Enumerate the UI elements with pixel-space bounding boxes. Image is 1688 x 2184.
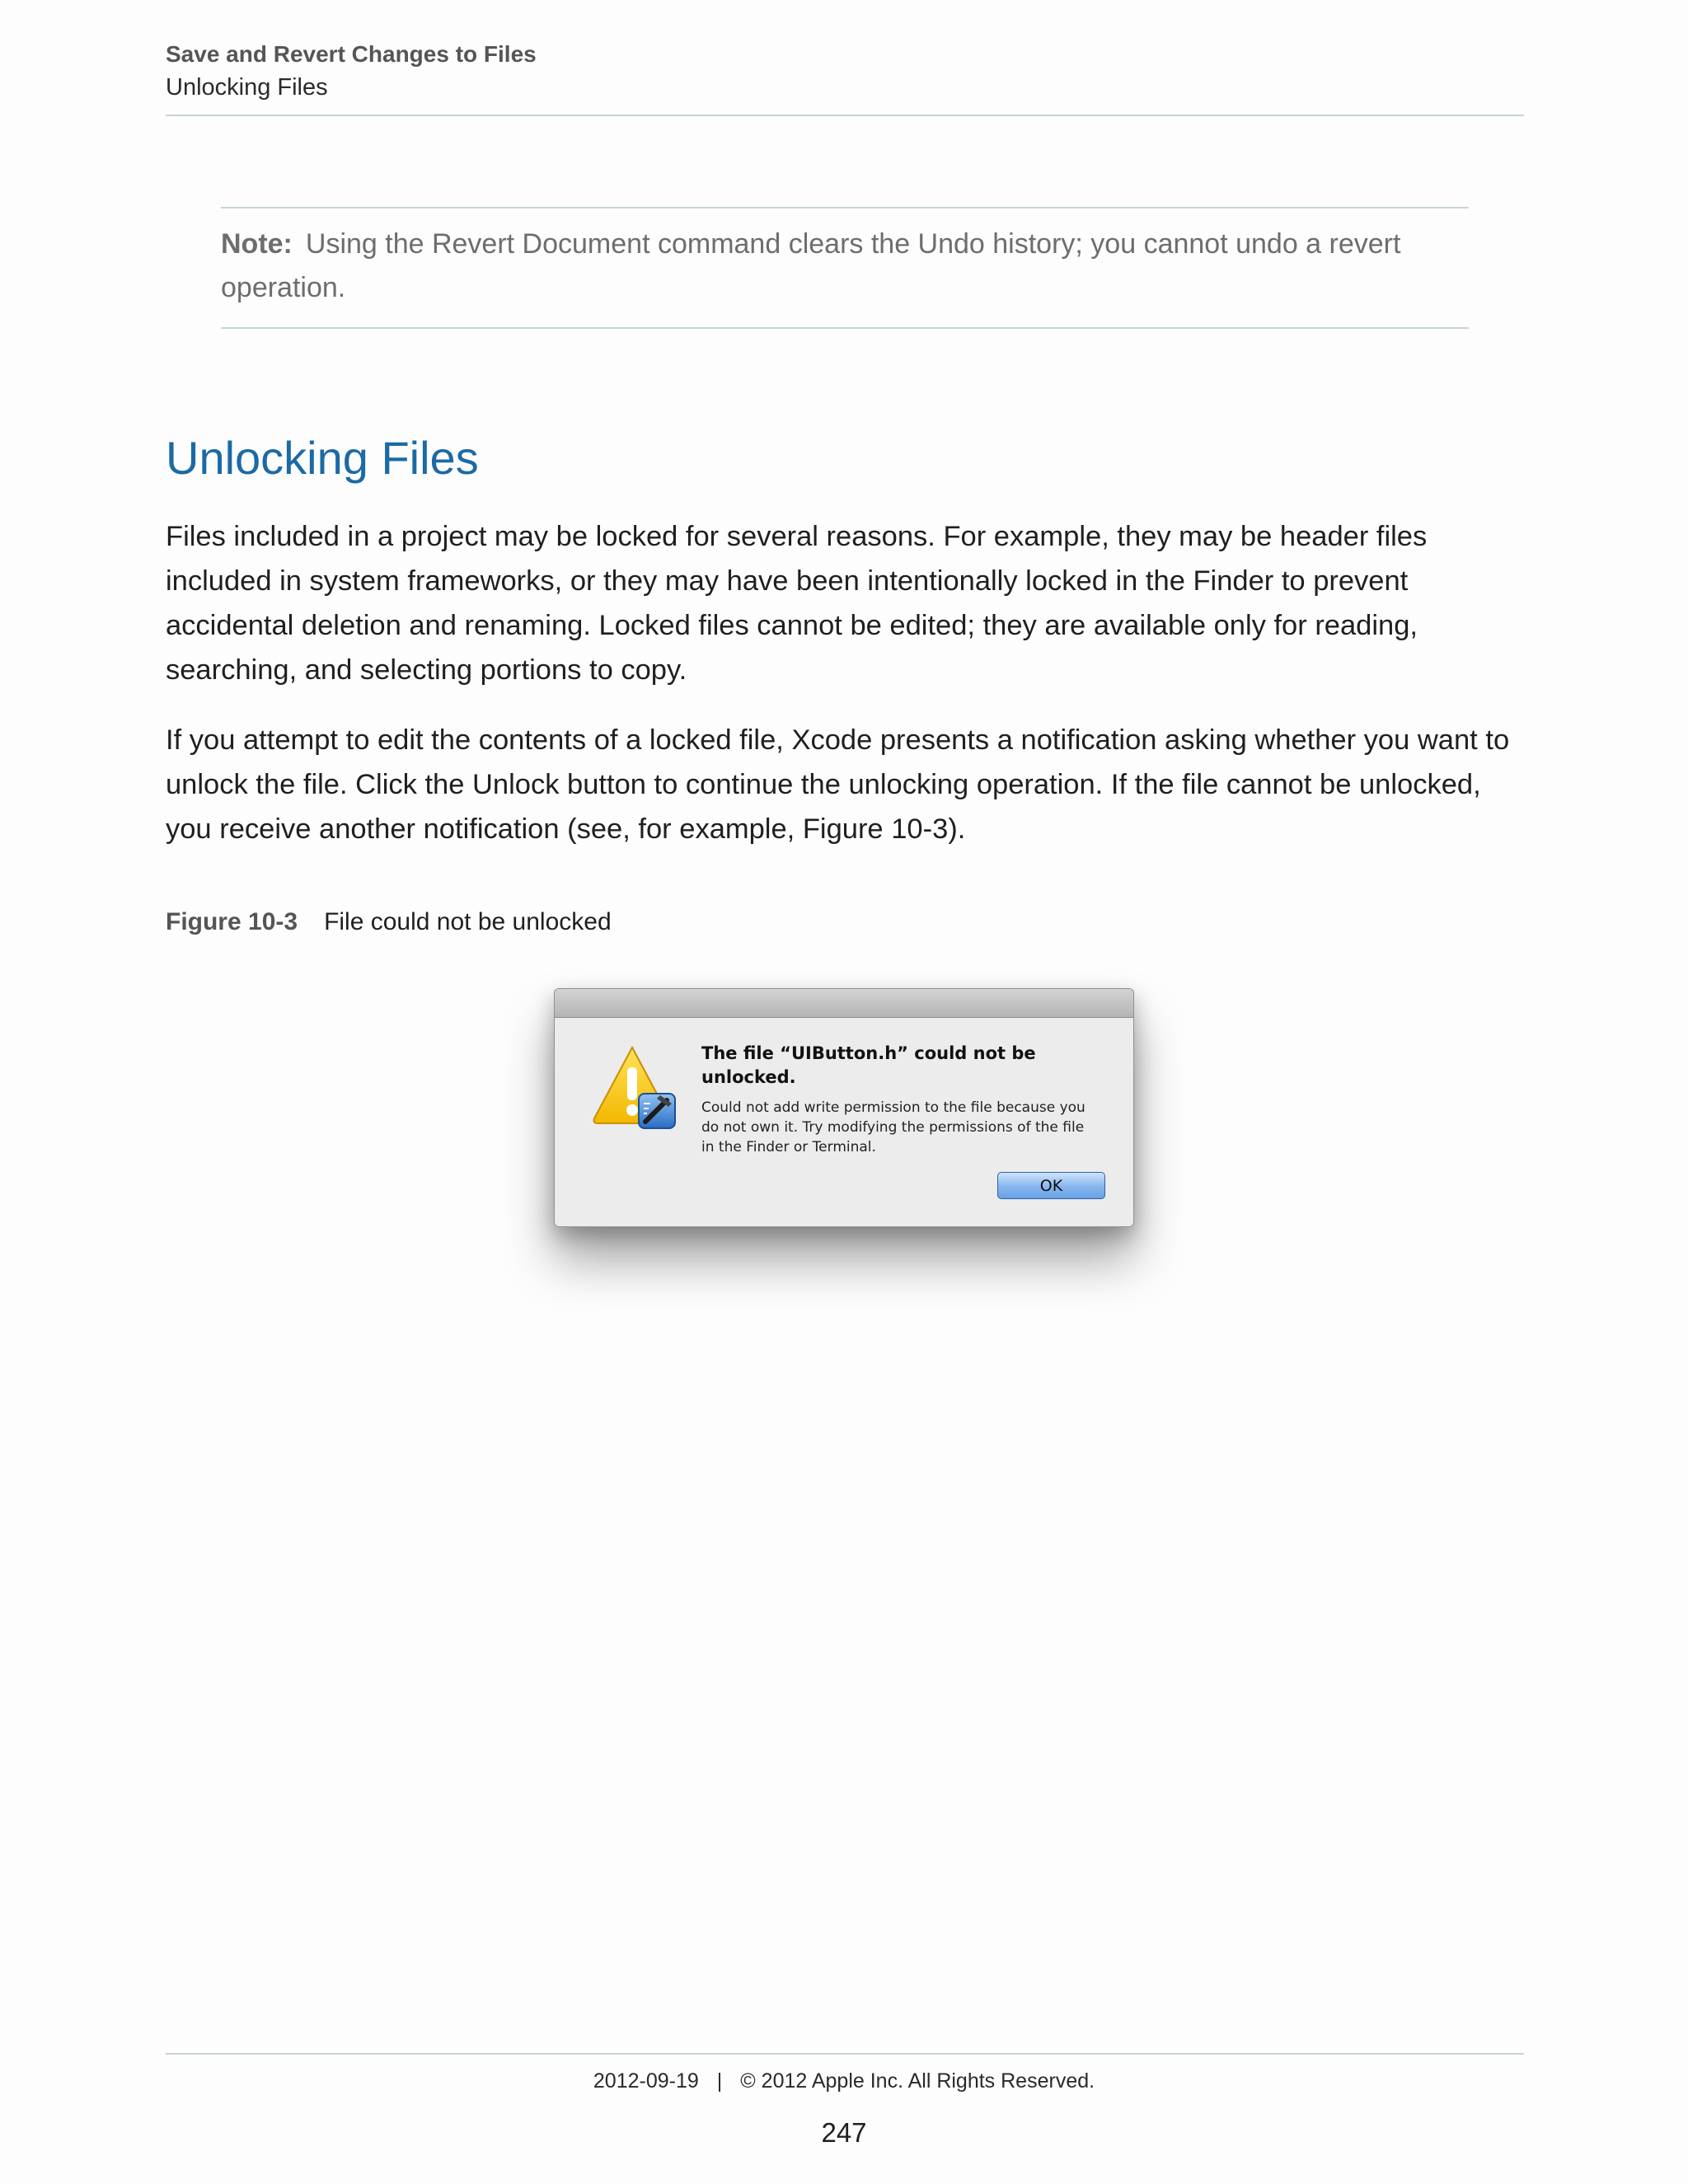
running-header [166, 38, 1524, 104]
chapter-title: Save and Revert Changes to Files [166, 41, 537, 67]
note-content [221, 223, 1469, 310]
dialog-titlebar [555, 989, 1133, 1018]
footer-separator: | [716, 2069, 723, 2093]
warning-icon [591, 1043, 682, 1133]
figure-caption [166, 904, 612, 940]
note-box [221, 207, 1469, 329]
section-heading: Unlocking Files [166, 432, 479, 484]
footer-copyright: © 2012 Apple Inc. All Rights Reserved. [740, 2069, 1095, 2093]
footer-date: 2012-09-19 [593, 2069, 699, 2093]
dialog-title: The file “UIButton.h” could not be unlocked. [701, 1043, 1036, 1087]
note-text: Using the Revert Document command clears the Undo history; you cannot undo a revert operation. [221, 228, 1401, 303]
body-paragraph: Files included in a project may be locked for several reasons. For example, they may be header files included in system frameworks, or they may have been intentionally locked in the Finder to prevent accidental deletion and renaming. Locked files cannot be edited; they are available only for reading, searching, and selecting portions to copy. [166, 521, 1428, 686]
section-title: Unlocking Files [166, 74, 328, 101]
note-label: Note: [221, 228, 293, 260]
footer-divider [166, 2053, 1524, 2055]
figure-caption-text: File could not be unlocked [324, 908, 612, 935]
ok-button[interactable]: OK [997, 1172, 1105, 1199]
figure-number: Figure 10-3 [166, 908, 298, 935]
alert-dialog [554, 988, 1134, 1227]
page-number: 247 [821, 2117, 867, 2148]
dialog-message: Could not add write permission to the file because you do not own it. Try modifying the permissions of the file in the Finder or Terminal. [701, 1099, 1085, 1155]
footer [0, 2064, 1688, 2097]
body-paragraph: If you attempt to edit the contents of a locked file, Xcode presents a notification asking whether you want to unlock the file. Click the Unlock button to continue the unlocking operation. If the file cannot be unlocked, you receive another notification (see, for example, Figure 10-3). [166, 724, 1510, 845]
header-divider [166, 115, 1524, 116]
